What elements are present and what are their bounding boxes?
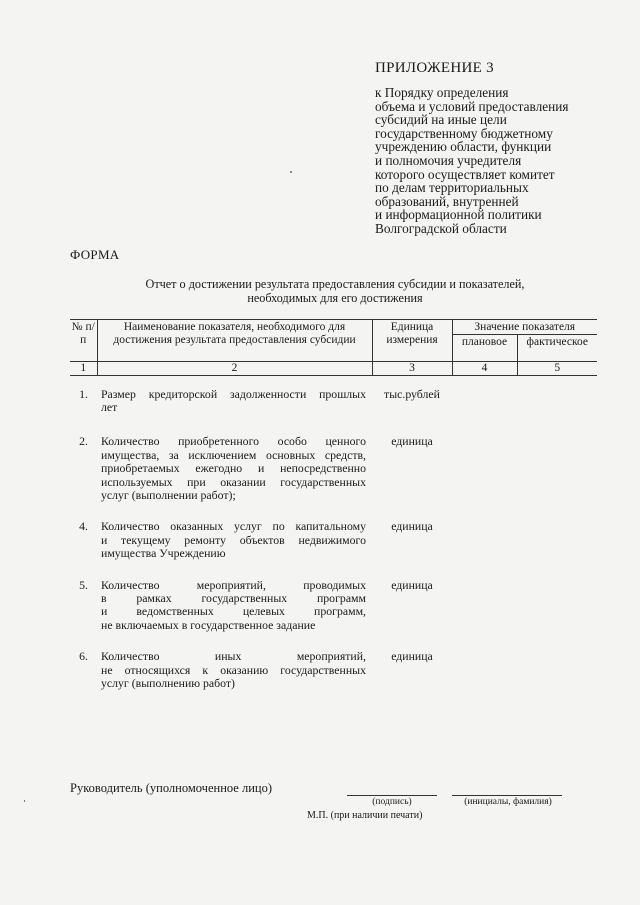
row-number: 2. [79,434,88,449]
column-number: 3 [372,361,452,375]
appendix-line: Волгоградской области [375,220,507,236]
scan-speck [290,171,292,173]
column-number: 1 [70,361,97,375]
signature-line [347,795,437,796]
row-indicator-name: Количество иных мероприятий, не относящихся к оказанию государственных услуг (выполнению работ) [101,649,366,690]
row-indicator-name: Количество приобретенного особо ценного имущества, за исключением основных средств, приобретаемых ежегодно и непосредственно используемых при оказании государственных услуг (выполнении работ); [101,434,366,502]
row-planned [452,579,517,633]
row-unit: единица [391,519,433,534]
appendix-title: ПРИЛОЖЕНИЕ 3 [375,60,494,76]
row-actual [517,650,597,690]
signature-caption: (подпись) [372,797,412,807]
header-num: № п/п [70,320,97,362]
name-caption: (инициалы, фамилия) [464,797,552,807]
name-line [452,795,562,796]
appendix-line: образований, внутренней [375,193,519,209]
appendix-line: государственному бюджетному [375,125,553,141]
table-row [70,650,597,690]
report-title-line: необходимых для его достижения [247,290,423,305]
row-actual [517,435,597,502]
scan-speck [24,800,25,802]
report-title-line: Отчет о достижении результата предоставления субсидии и показателей, [145,277,525,291]
row-planned [452,520,517,560]
column-number: 2 [97,361,372,375]
appendix-line: и полномочия учредителя [375,152,522,168]
row-number: 4. [79,519,88,534]
row-indicator-name: Количество оказанных услуг по капитальному и текущему ремонту объектов недвижимого имущества Учреждению [101,519,366,561]
row-actual [517,579,597,633]
appendix-line: которого осуществляет комитет [375,166,555,182]
appendix-text [375,86,615,236]
header-name: Наименование показателя, необходимого для достижения результата предоставления субсидии [97,320,372,362]
column-number: 4 [452,361,517,375]
stamp-note: М.П. (при наличии печати) [307,810,423,821]
appendix-line: учреждению области, функции [375,139,552,155]
row-planned [452,375,517,414]
row-actual [517,375,597,414]
column-number: 5 [517,361,597,375]
row-unit: единица [391,577,433,592]
row-unit: единица [391,434,433,449]
report-table [70,319,597,690]
row-actual [517,520,597,560]
appendix-line: объема и условий предоставления [375,98,569,114]
signature-label: Руководитель (уполномоченное лицо) [70,781,273,795]
header-planned: плановое [452,334,517,361]
header-value-group: Значение показателя [452,320,597,335]
table-row [70,579,597,633]
appendix-line: по делам территориальных [375,180,529,196]
appendix-line: и информационной политики [375,207,542,223]
row-unit: единица [391,649,433,664]
form-label: ФОРМА [70,247,120,262]
table-row [70,375,597,414]
row-unit: тыс.рублей [384,386,440,401]
row-indicator-name: Размер кредиторской задолженности прошлых лет [101,386,366,414]
header-actual: фактическое [517,334,597,361]
row-planned [452,435,517,502]
row-number: 5. [79,577,88,592]
report-title [100,278,570,305]
table-row [70,520,597,560]
row-number: 6. [79,649,88,664]
appendix-line: к Порядку определения [375,85,509,100]
table-row [70,435,597,502]
row-number: 1. [79,386,88,401]
row-planned [452,650,517,690]
row-indicator-name: Количество мероприятий, проводимых в рамках государственных программ и ведомственных целевых программ, не включаемых в государственное задание [101,577,366,632]
appendix-line: субсидий на иные цели [375,112,507,128]
header-unit: Единица измерения [372,320,452,362]
